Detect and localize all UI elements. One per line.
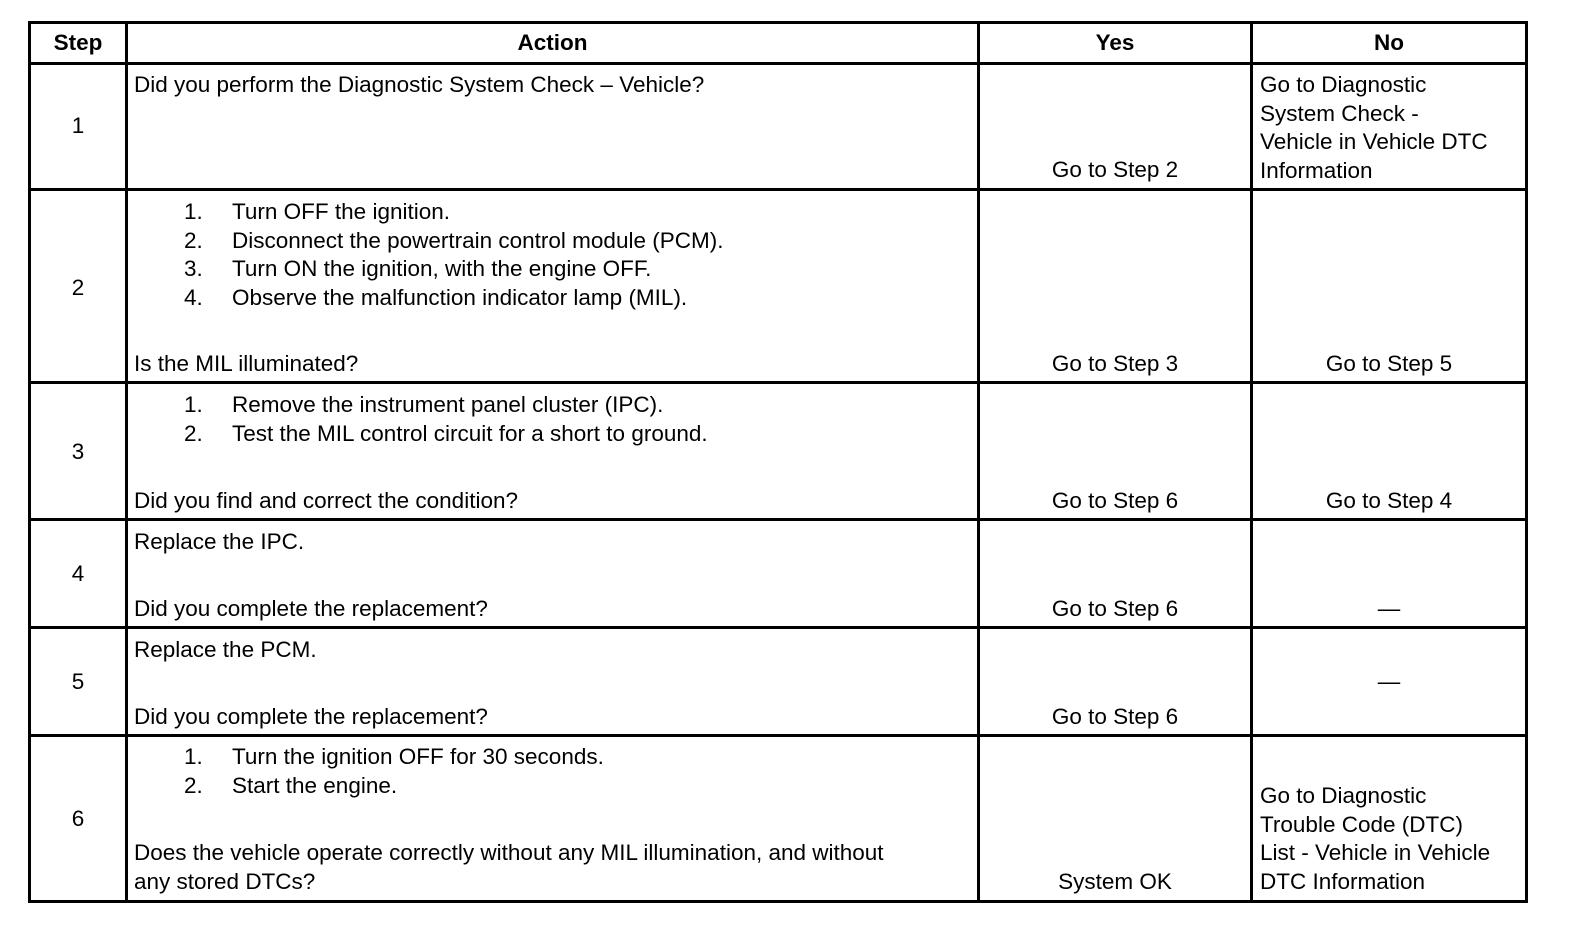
header-no: No: [1374, 30, 1404, 55]
question-text: any stored DTCs?: [134, 868, 316, 894]
list-item: Remove the instrument panel cluster (IPC).: [232, 392, 664, 417]
no-result-line: Information: [1260, 157, 1373, 183]
step-number: 5: [71, 669, 85, 694]
no-result-line: Go to Diagnostic: [1260, 783, 1427, 808]
header-action: Action: [517, 30, 588, 55]
no-result-line: Go to Diagnostic: [1260, 72, 1427, 97]
no-result-dash: —: [1377, 596, 1401, 621]
action-text: Did you perform the Diagnostic System Check – Vehicle?: [134, 72, 705, 97]
yes-result: Go to Step 6: [1051, 596, 1179, 621]
list-item: Turn ON the ignition, with the engine OFF.: [232, 256, 652, 281]
no-result: Go to Step 5: [1325, 351, 1453, 376]
yes-result: Go to Step 2: [1051, 157, 1179, 182]
no-result-line: Trouble Code (DTC): [1260, 811, 1463, 837]
step-number: 3: [71, 439, 85, 464]
list-number: 3.: [184, 256, 203, 281]
list-number: 1.: [184, 199, 203, 224]
list-item: Disconnect the powertrain control module (PCM).: [232, 227, 724, 253]
yes-result: System OK: [1058, 868, 1172, 894]
row-divider: [31, 626, 1525, 629]
list-item: Observe the malfunction indicator lamp (MIL).: [232, 284, 688, 310]
step-number: 2: [71, 275, 85, 300]
list-item: Start the engine.: [232, 772, 398, 798]
list-number: 1.: [184, 392, 203, 417]
list-number: 2.: [184, 772, 203, 798]
step-number: 1: [71, 113, 85, 138]
no-result-dash: —: [1377, 669, 1401, 694]
row-divider: [31, 381, 1525, 384]
yes-result: Go to Step 6: [1051, 704, 1179, 729]
row-divider: [31, 188, 1525, 191]
header-step: Step: [53, 30, 103, 55]
list-item: Test the MIL control circuit for a short to ground.: [232, 420, 708, 446]
no-result-line: Vehicle in Vehicle DTC: [1260, 129, 1488, 154]
list-number: 2.: [184, 227, 203, 253]
step-number: 6: [71, 806, 85, 831]
no-result-line: DTC Information: [1260, 868, 1426, 894]
question-text: Is the MIL illuminated?: [134, 351, 359, 376]
row-divider: [31, 62, 1525, 65]
row-divider: [31, 734, 1525, 737]
column-divider: [1250, 24, 1253, 900]
row-divider: [31, 518, 1525, 521]
column-divider: [125, 24, 128, 900]
question-text: Did you find and correct the condition?: [134, 488, 518, 513]
step-number: 4: [71, 561, 85, 586]
no-result-line: List - Vehicle in Vehicle: [1260, 840, 1491, 865]
diagnostic-table: [28, 21, 1528, 903]
action-text: Replace the PCM.: [134, 637, 317, 662]
no-result: Go to Step 4: [1325, 488, 1453, 513]
question-text: Does the vehicle operate correctly without any MIL illumination, and without: [134, 840, 884, 865]
action-text: Replace the IPC.: [134, 529, 305, 554]
header-yes: Yes: [1095, 30, 1135, 55]
list-number: 1.: [184, 744, 203, 769]
list-number: 4.: [184, 284, 203, 310]
question-text: Did you complete the replacement?: [134, 704, 488, 729]
list-item: Turn the ignition OFF for 30 seconds.: [232, 744, 604, 769]
yes-result: Go to Step 3: [1051, 351, 1179, 376]
list-item: Turn OFF the ignition.: [232, 199, 451, 224]
yes-result: Go to Step 6: [1051, 488, 1179, 513]
list-number: 2.: [184, 420, 203, 446]
no-result-line: System Check -: [1260, 100, 1419, 126]
question-text: Did you complete the replacement?: [134, 596, 488, 621]
